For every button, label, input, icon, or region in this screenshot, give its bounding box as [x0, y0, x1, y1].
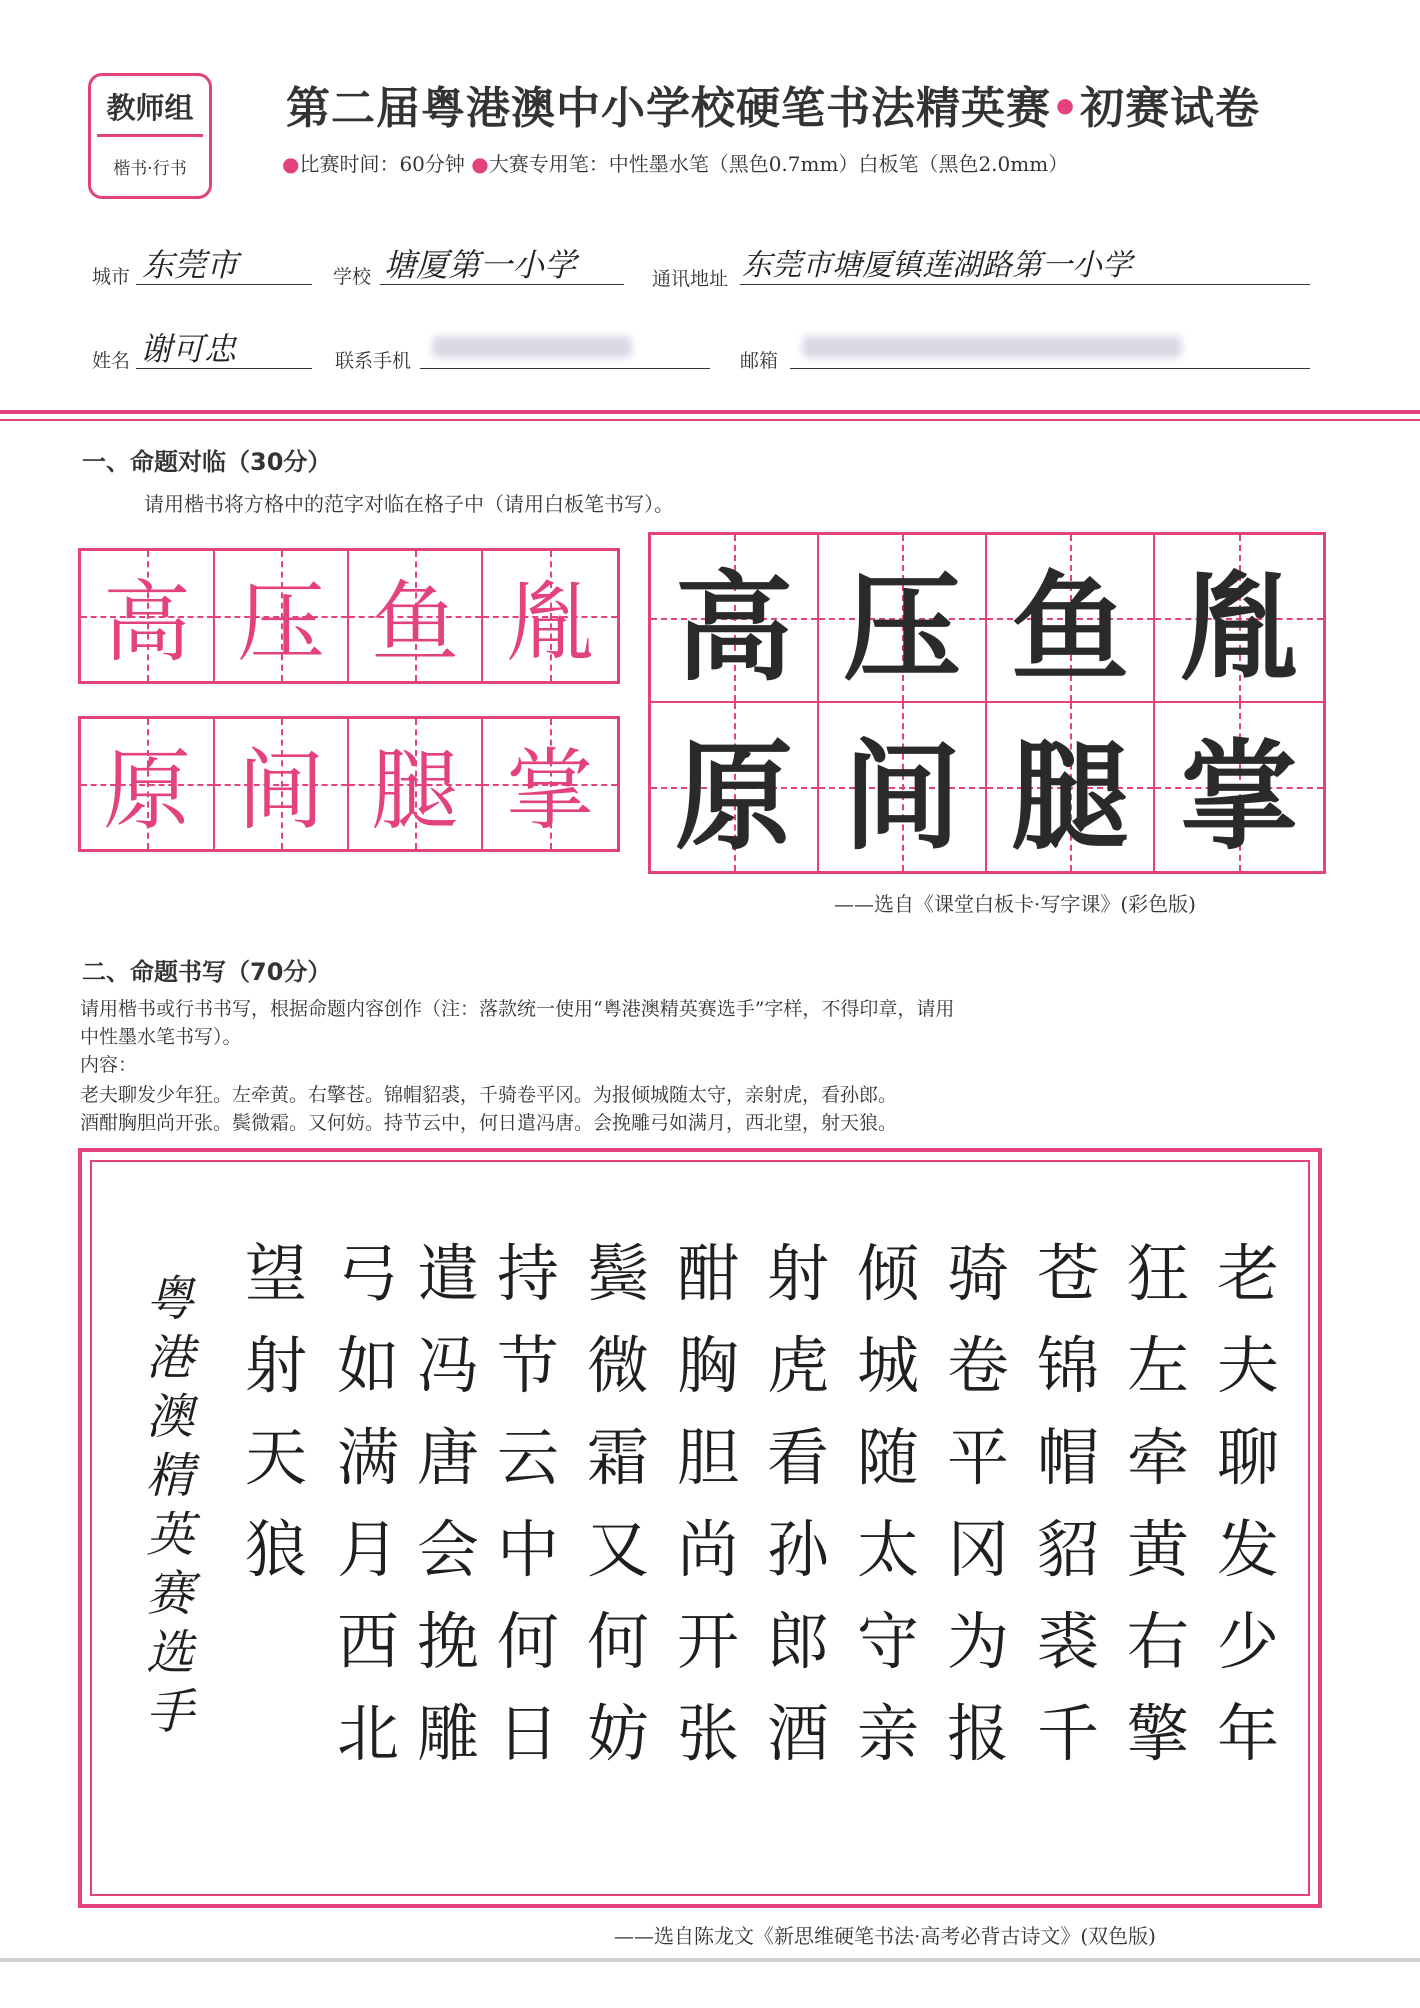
title-sub: 初赛试卷 [1080, 83, 1261, 134]
model-cell [81, 551, 215, 681]
signature-char: 粤 [145, 1271, 194, 1327]
school-field [380, 240, 624, 285]
calligraphy-char: 帽 [1036, 1421, 1099, 1494]
written-cell [1155, 535, 1323, 703]
calligraphy-char: 挽 [416, 1605, 479, 1678]
calligraphy-char: 年 [1216, 1697, 1279, 1770]
calligraphy-char: 冈 [946, 1513, 1009, 1586]
model-cell [349, 719, 483, 849]
calligraphy-char: 倾 [856, 1237, 919, 1310]
calligraphy-char: 狂 [1126, 1237, 1189, 1310]
model-cell [215, 719, 349, 849]
written-cell [819, 703, 987, 871]
city-field [136, 240, 312, 285]
calligraphy-char: 又 [586, 1513, 649, 1586]
calligraphy-char: 亲 [856, 1697, 919, 1770]
name-value: 谢可忠 [140, 330, 237, 368]
model-cell [349, 551, 483, 681]
calligraphy-char: 月 [336, 1513, 399, 1586]
written-cell [1155, 703, 1323, 871]
bullet-icon: ● [471, 152, 489, 176]
calligraphy-char: 雕 [416, 1697, 479, 1770]
calligraphy-char: 虎 [766, 1329, 829, 1402]
model-grid-row1 [78, 548, 620, 684]
content-label: 内容： [80, 1054, 138, 1076]
calligraphy-column [488, 1228, 568, 1780]
calligraphy-char: 随 [856, 1421, 919, 1494]
calligraphy-char: 黄 [1126, 1513, 1189, 1586]
calligraphy-char: 开 [676, 1605, 739, 1678]
model-cell [483, 551, 617, 681]
calligraphy-char: 张 [676, 1697, 739, 1770]
city-label: 城市 [92, 266, 131, 288]
school-label: 学校 [333, 266, 372, 288]
written-char: 高 [674, 558, 793, 697]
calligraphy-char: 尚 [676, 1513, 739, 1586]
phone-field [420, 324, 710, 369]
badge-styles: 楷书·行书 [113, 159, 187, 179]
calligraphy-char: 酒 [766, 1697, 829, 1770]
calligraphy-char: 天 [244, 1421, 307, 1494]
calligraphy-char: 平 [946, 1421, 1009, 1494]
redacted-email [802, 336, 1182, 358]
section2-instruction-1: 请用楷书或行书书写，根据命题内容创作（注：落款统一使用“粤港澳精英赛选手”字样，不得印章，请用 [80, 998, 955, 1020]
title-main: 第二届粤港澳中小学校硬笔书法精英赛 [286, 83, 1051, 134]
calligraphy-char: 望 [244, 1237, 307, 1310]
calligraphy-char: 唐 [416, 1421, 479, 1494]
calligraphy-char: 北 [336, 1697, 399, 1770]
calligraphy-char: 左 [1126, 1329, 1189, 1402]
model-char: 鱼 [370, 571, 459, 674]
written-char: 腿 [1010, 727, 1129, 866]
calligraphy-char: 何 [586, 1605, 649, 1678]
calligraphy-char: 看 [766, 1421, 829, 1494]
written-cell [987, 703, 1155, 871]
calligraphy-column [938, 1228, 1018, 1780]
section2-credit: ——选自陈龙文《新思维硬笔书法·高考必背古诗文》(双色版) [614, 1924, 1156, 1948]
section2-heading: 二、命题书写（70分） [82, 958, 332, 986]
calligraphy-char: 锦 [1036, 1329, 1099, 1402]
calligraphy-column [848, 1228, 928, 1780]
bottom-edge [0, 1958, 1420, 1962]
calligraphy-char: 节 [496, 1329, 559, 1402]
group-badge [88, 73, 212, 199]
phone-label: 联系手机 [335, 350, 412, 372]
model-char: 高 [102, 571, 191, 674]
calligraphy-char: 裘 [1036, 1605, 1099, 1678]
page-title [286, 72, 1260, 136]
calligraphy-char: 太 [856, 1513, 919, 1586]
calligraphy-char: 貂 [1036, 1513, 1099, 1586]
calligraphy-char: 冯 [416, 1329, 479, 1402]
written-char: 胤 [1179, 558, 1298, 697]
signature-char: 澳 [145, 1389, 194, 1445]
title-dot: • [1051, 83, 1081, 134]
signature-char: 手 [145, 1684, 194, 1740]
calligraphy-char: 胸 [676, 1329, 739, 1402]
calligraphy-char: 霜 [586, 1421, 649, 1494]
calligraphy-char: 射 [244, 1329, 307, 1402]
calligraphy-char: 会 [416, 1513, 479, 1586]
writing-grid [648, 532, 1326, 874]
section1-instruction: 请用楷书将方格中的范字对临在格子中（请用白板笔书写）。 [144, 492, 674, 516]
calligraphy-char: 何 [496, 1605, 559, 1678]
calligraphy-char: 微 [586, 1329, 649, 1402]
calligraphy-char: 骑 [946, 1237, 1009, 1310]
content-line-1: 老夫聊发少年狂。左牵黄。右擎苍。锦帽貂裘，千骑卷平冈。为报倾城随太守，亲射虎，看孙郎。 [80, 1084, 898, 1106]
calligraphy-char: 卷 [946, 1329, 1009, 1402]
model-char: 原 [102, 739, 191, 842]
calligraphy-char: 千 [1036, 1697, 1099, 1770]
section1-heading: 一、命题对临（30分） [82, 448, 332, 476]
calligraphy-char: 报 [946, 1697, 1009, 1770]
header-divider-thin [0, 419, 1420, 421]
calligraphy-char: 发 [1216, 1513, 1279, 1586]
model-char: 胤 [505, 571, 594, 674]
signature-char: 精 [145, 1448, 194, 1504]
calligraphy-char: 中 [496, 1513, 559, 1586]
model-cell [81, 719, 215, 849]
model-char: 间 [236, 739, 325, 842]
calligraphy-char: 苍 [1036, 1237, 1099, 1310]
calligraphy-char: 右 [1126, 1605, 1189, 1678]
calligraphy-column [668, 1228, 748, 1780]
signature-column [140, 1270, 200, 1742]
calligraphy-char: 胆 [676, 1421, 739, 1494]
calligraphy-char: 日 [496, 1697, 559, 1770]
calligraphy-char: 守 [856, 1605, 919, 1678]
email-field [790, 324, 1310, 369]
calligraphy-char: 遣 [416, 1237, 479, 1310]
address-field [740, 240, 1310, 285]
calligraphy-char: 妨 [586, 1697, 649, 1770]
written-cell [651, 535, 819, 703]
calligraphy-char: 满 [336, 1421, 399, 1494]
content-line-2: 酒酣胸胆尚开张。鬓微霜。又何妨。持节云中，何日遣冯唐。会挽雕弓如满月，西北望，射天狼。 [80, 1112, 898, 1134]
badge-divider [97, 134, 203, 137]
calligraphy-char: 西 [336, 1605, 399, 1678]
written-char: 间 [842, 727, 961, 866]
name-label: 姓名 [92, 350, 131, 372]
calligraphy-char: 聊 [1216, 1421, 1279, 1494]
signature-char: 英 [145, 1507, 194, 1563]
calligraphy-char: 射 [766, 1237, 829, 1310]
model-cell [483, 719, 617, 849]
calligraphy-char: 如 [336, 1329, 399, 1402]
calligraphy-column [408, 1228, 488, 1780]
name-field [136, 324, 312, 369]
calligraphy-char: 酣 [676, 1237, 739, 1310]
email-label: 邮箱 [740, 350, 779, 372]
written-char: 压 [842, 558, 961, 697]
calligraphy-char: 持 [496, 1237, 559, 1310]
written-cell [651, 703, 819, 871]
model-cell [215, 551, 349, 681]
written-char: 鱼 [1010, 558, 1129, 697]
signature-char: 赛 [145, 1566, 194, 1622]
school-value: 塘厦第一小学 [384, 246, 577, 284]
calligraphy-char: 擎 [1126, 1697, 1189, 1770]
calligraphy-char: 老 [1216, 1237, 1279, 1310]
calligraphy-char: 为 [946, 1605, 1009, 1678]
calligraphy-char: 孙 [766, 1513, 829, 1586]
calligraphy-column [1028, 1228, 1108, 1780]
contest-time: 比赛时间：60分钟 [299, 152, 465, 176]
model-char: 腿 [370, 739, 459, 842]
calligraphy-char: 弓 [336, 1237, 399, 1310]
signature-char: 选 [145, 1625, 194, 1681]
bullet-icon: ● [282, 152, 300, 176]
contest-info [282, 148, 1068, 177]
calligraphy-char: 城 [856, 1329, 919, 1402]
calligraphy-char: 少 [1216, 1605, 1279, 1678]
written-char: 掌 [1179, 727, 1298, 866]
calligraphy-column [1118, 1228, 1198, 1780]
signature-char: 港 [145, 1330, 194, 1386]
calligraphy-column [758, 1228, 838, 1780]
redacted-phone [432, 336, 632, 358]
calligraphy-char: 夫 [1216, 1329, 1279, 1402]
written-cell [987, 535, 1155, 703]
calligraphy-char: 牵 [1126, 1421, 1189, 1494]
written-char: 原 [674, 727, 793, 866]
written-cell [819, 535, 987, 703]
contest-pens: 大赛专用笔：中性墨水笔（黑色0.7mm）白板笔（黑色2.0mm） [488, 152, 1069, 176]
model-grid-row2 [78, 716, 620, 852]
section1-credit: ——选自《课堂白板卡·写字课》(彩色版) [834, 892, 1196, 916]
section2-instruction-2: 中性墨水笔书写）。 [80, 1026, 242, 1048]
address-value: 东莞市塘厦镇莲湖路第一小学 [742, 248, 1132, 283]
calligraphy-column [578, 1228, 658, 1780]
header-divider [0, 410, 1420, 414]
calligraphy-char: 狼 [244, 1513, 307, 1586]
calligraphy-char: 云 [496, 1421, 559, 1494]
badge-group: 教师组 [106, 91, 194, 125]
calligraphy-column [1208, 1228, 1288, 1780]
calligraphy-column [236, 1228, 316, 1596]
address-label: 通讯地址 [652, 268, 729, 290]
calligraphy-char: 鬓 [586, 1237, 649, 1310]
city-value: 东莞市 [142, 246, 239, 284]
model-char: 压 [236, 571, 325, 674]
model-char: 掌 [505, 739, 594, 842]
calligraphy-char: 郎 [766, 1605, 829, 1678]
calligraphy-column [328, 1228, 408, 1780]
